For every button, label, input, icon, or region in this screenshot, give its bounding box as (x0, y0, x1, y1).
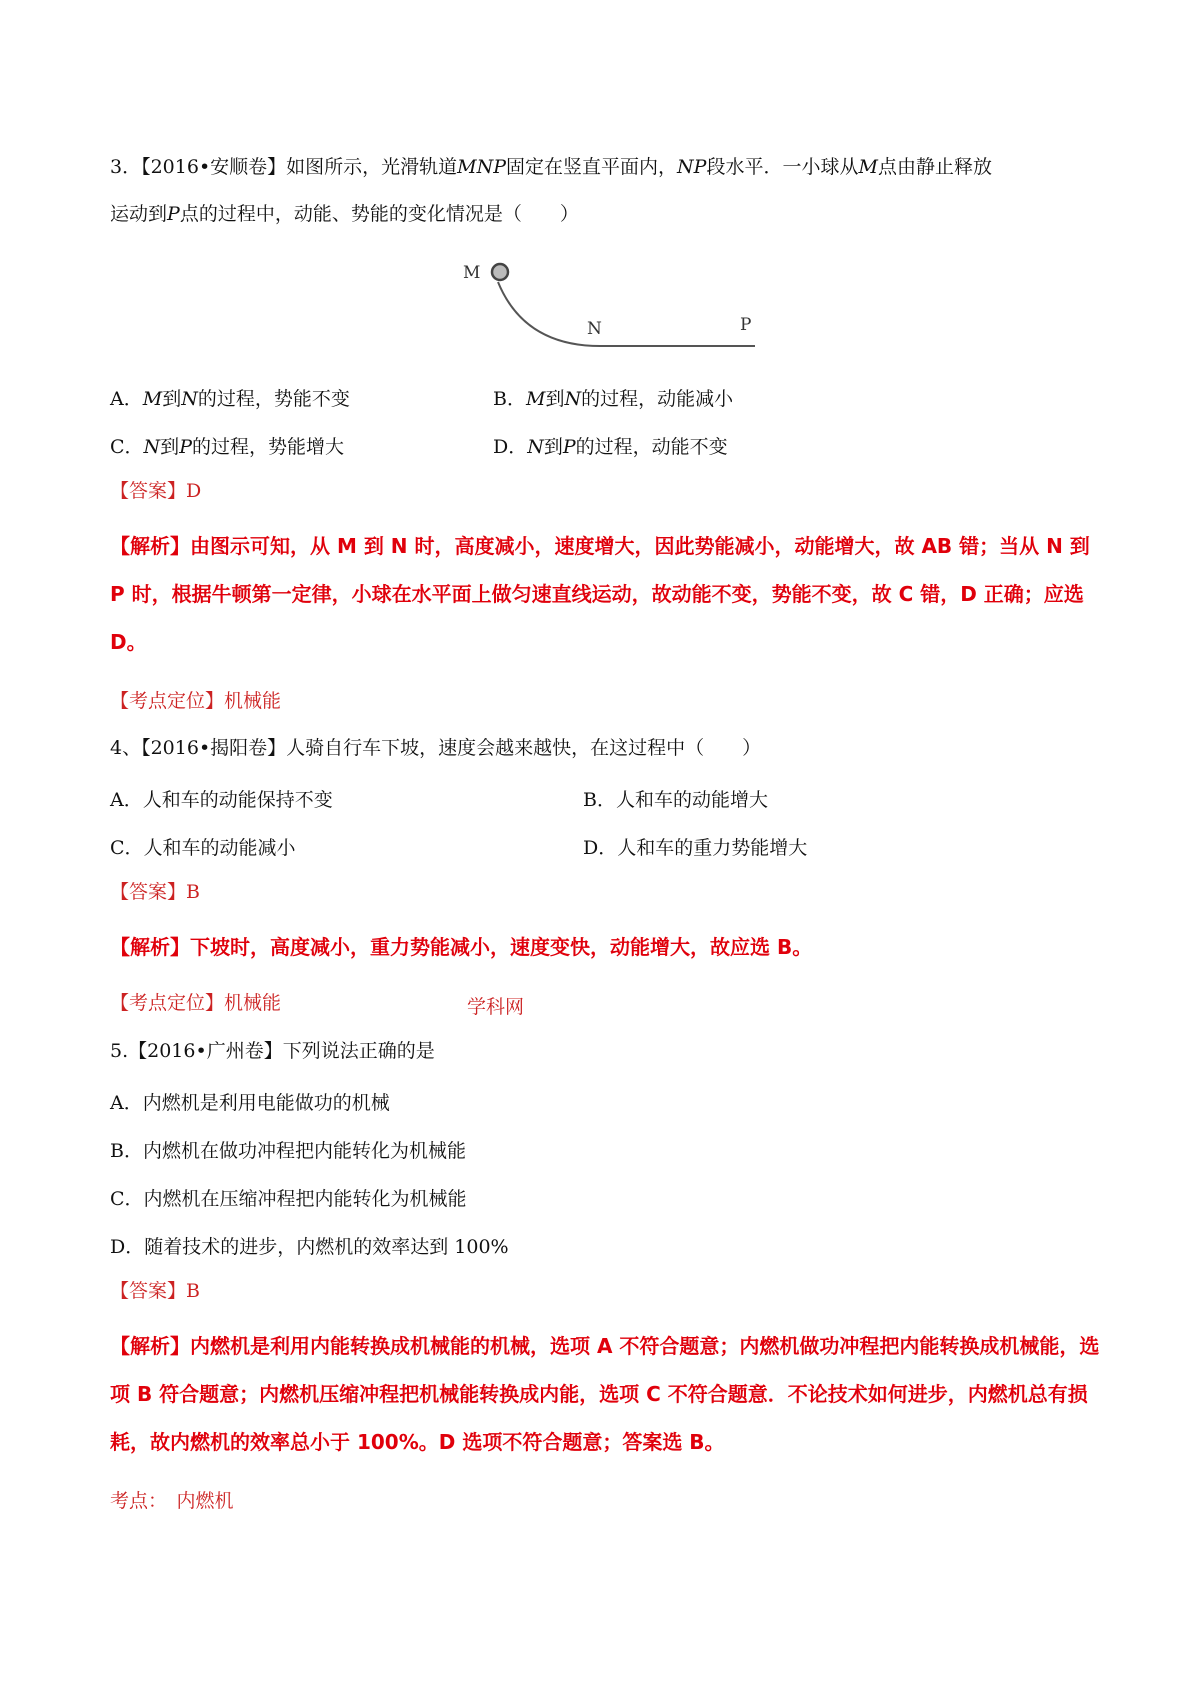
q5-option-a[interactable]: A．内燃机是利用电能做功的机械 (110, 1092, 390, 1114)
q3-stem-text: 点由静止释放 (877, 156, 992, 178)
q5-stem: 5.【2016•广州卷】下列说法正确的是 (110, 1040, 435, 1062)
q4-explanation: 【解析】下坡时，高度减小，重力势能减小，速度变快，动能增大，故应选 B。 (110, 935, 813, 959)
option-var: P (179, 436, 192, 458)
q3-option-a[interactable] (110, 384, 350, 411)
option-prefix: A． (110, 388, 143, 410)
q4-option-c[interactable]: C．人和车的动能减小 (110, 837, 296, 859)
q5-option-c[interactable]: C．内燃机在压缩冲程把内能转化为机械能 (110, 1188, 467, 1210)
option-var: N (181, 388, 198, 410)
q3-option-d[interactable] (493, 432, 728, 459)
option-var: P (562, 436, 576, 458)
q5-option-d[interactable]: D．随着技术的进步，内燃机的效率达到 100% (110, 1236, 509, 1258)
q3-stem-var: NP (677, 156, 707, 178)
option-text: 到 (162, 388, 182, 410)
label-p: P (740, 315, 752, 335)
q3-stem-line2 (110, 203, 579, 226)
q3-stem-text: 运动到 (110, 203, 168, 225)
q3-option-c[interactable] (110, 432, 344, 459)
q3-answer: 【答案】D (110, 480, 202, 502)
q4-option-d[interactable]: D．人和车的重力势能增大 (583, 837, 808, 859)
label-n: N (587, 319, 602, 339)
track-curve (498, 282, 755, 346)
q3-stem-text: 段水平．一小球从 (706, 156, 859, 178)
option-prefix: C． (110, 436, 144, 458)
option-var: N (527, 436, 544, 458)
option-text: 的过程，动能不变 (575, 436, 728, 458)
option-text: 到 (160, 436, 180, 458)
q4-option-a[interactable]: A．人和车的动能保持不变 (110, 789, 333, 811)
label-m: M (463, 263, 481, 283)
option-var: M (142, 388, 163, 410)
option-text: 的过程，势能增大 (191, 436, 344, 458)
q5-answer: 【答案】B (110, 1280, 200, 1302)
option-prefix: D． (493, 436, 528, 458)
q4-option-b[interactable]: B．人和车的动能增大 (583, 789, 768, 811)
option-var: N (564, 388, 582, 410)
q3-option-b[interactable] (493, 384, 733, 411)
q3-stem-line1 (110, 156, 992, 179)
option-var: N (143, 436, 161, 458)
q4-watermark: 学科网 (467, 996, 525, 1018)
track-diagram (455, 250, 760, 360)
option-var: M (525, 388, 546, 410)
q5-kaodian: 考点： 内燃机 (110, 1490, 234, 1512)
q5-option-b[interactable]: B．内燃机在做功冲程把内能转化为机械能 (110, 1140, 466, 1162)
q3-stem-text: 固定在竖直平面内， (506, 156, 678, 178)
q4-kaodian: 【考点定位】机械能 (110, 992, 282, 1014)
option-text: 的过程，动能减小 (581, 388, 734, 410)
option-text: 到 (545, 388, 565, 410)
q3-stem-text: 3．【2016•安顺卷】如图所示，光滑轨道 (110, 156, 458, 178)
q4-answer: 【答案】B (110, 881, 200, 903)
option-prefix: B． (493, 388, 526, 410)
q3-stem-var: M (858, 156, 878, 178)
q5-explanation: 【解析】内燃机是利用内能转换成机械能的机械，选项 A 不符合题意；内燃机做功冲程把内能转换成机械能，选项 B 符合题意；内燃机压缩冲程把机械能转换成内能，选项 C 不符合题意．不论技术如何进步，内燃机总有损耗，故内燃机的效率总小于 100%。D 选项不符合题意；答案选 B。 (110, 1334, 1100, 1454)
q3-stem-text: 点的过程中，动能、势能的变化情况是（ ） (179, 203, 579, 225)
option-text: 的过程，势能不变 (197, 388, 350, 410)
q3-explanation: 【解析】由图示可知，从 M 到 N 时，高度减小，速度增大，因此势能减小，动能增大，故 AB 错；当从 N 到 P 时，根据牛顿第一定律，小球在水平面上做匀速直线运动，故动能不变，势能不变，故 C 错，D 正确；应选 D。 (110, 534, 1090, 654)
q3-stem-var: P (167, 203, 180, 225)
q3-kaodian: 【考点定位】机械能 (110, 690, 282, 712)
ball-icon (492, 264, 508, 280)
q4-stem: 4、【2016•揭阳卷】人骑自行车下坡，速度会越来越快，在这过程中（ ） (110, 737, 762, 759)
q3-stem-var: MNP (457, 156, 507, 178)
option-text: 到 (543, 436, 563, 458)
